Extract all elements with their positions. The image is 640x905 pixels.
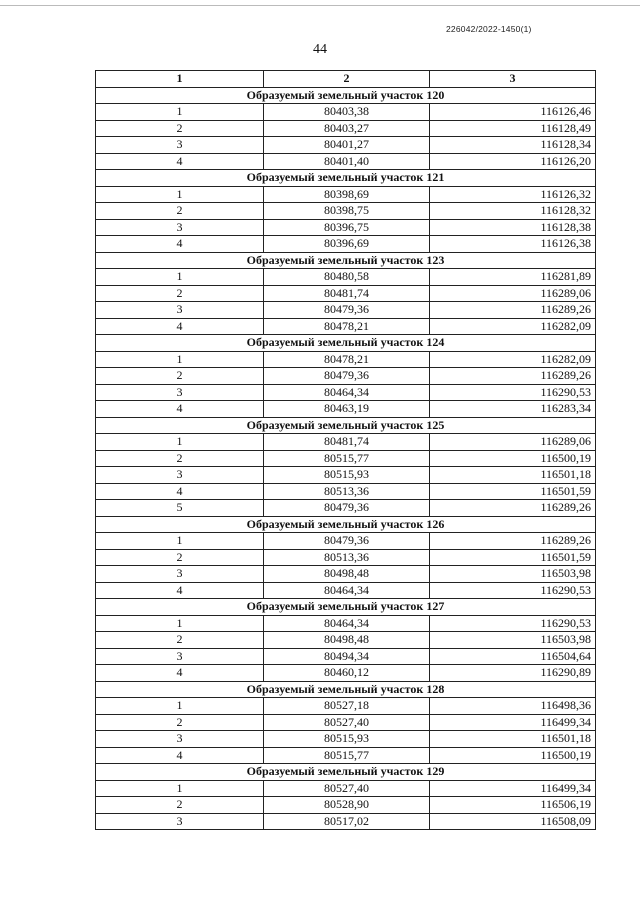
point-number-cell: 1 bbox=[96, 698, 264, 715]
table-row bbox=[96, 368, 596, 385]
point-number-cell: 4 bbox=[96, 483, 264, 500]
y-coordinate-cell: 116128,38 bbox=[430, 219, 596, 236]
y-coordinate-cell: 116501,59 bbox=[430, 549, 596, 566]
section-header-row bbox=[96, 335, 596, 352]
section-title: Образуемый земельный участок 124 bbox=[96, 335, 596, 352]
section-title: Образуемый земельный участок 123 bbox=[96, 252, 596, 269]
y-coordinate-cell: 116503,98 bbox=[430, 632, 596, 649]
y-coordinate-cell: 116498,36 bbox=[430, 698, 596, 715]
y-coordinate-cell: 116290,53 bbox=[430, 615, 596, 632]
y-coordinate-cell: 116281,89 bbox=[430, 269, 596, 286]
point-number-cell: 3 bbox=[96, 731, 264, 748]
point-number-cell: 1 bbox=[96, 533, 264, 550]
section-title: Образуемый земельный участок 121 bbox=[96, 170, 596, 187]
x-coordinate-cell: 80464,34 bbox=[264, 582, 430, 599]
x-coordinate-cell: 80463,19 bbox=[264, 401, 430, 418]
table-row bbox=[96, 582, 596, 599]
point-number-cell: 4 bbox=[96, 582, 264, 599]
x-coordinate-cell: 80403,27 bbox=[264, 120, 430, 137]
point-number-cell: 4 bbox=[96, 236, 264, 253]
section-title: Образуемый земельный участок 120 bbox=[96, 87, 596, 104]
point-number-cell: 3 bbox=[96, 648, 264, 665]
point-number-cell: 4 bbox=[96, 665, 264, 682]
table-row bbox=[96, 120, 596, 137]
table-row bbox=[96, 302, 596, 319]
y-coordinate-cell: 116290,89 bbox=[430, 665, 596, 682]
point-number-cell: 3 bbox=[96, 467, 264, 484]
y-coordinate-cell: 116282,09 bbox=[430, 318, 596, 335]
section-header-row bbox=[96, 170, 596, 187]
x-coordinate-cell: 80481,74 bbox=[264, 285, 430, 302]
point-number-cell: 2 bbox=[96, 450, 264, 467]
point-number-cell: 3 bbox=[96, 137, 264, 154]
point-number-cell: 1 bbox=[96, 269, 264, 286]
x-coordinate-cell: 80464,34 bbox=[264, 384, 430, 401]
x-coordinate-cell: 80464,34 bbox=[264, 615, 430, 632]
table-row bbox=[96, 104, 596, 121]
y-coordinate-cell: 116126,46 bbox=[430, 104, 596, 121]
x-coordinate-cell: 80498,48 bbox=[264, 632, 430, 649]
x-coordinate-cell: 80480,58 bbox=[264, 269, 430, 286]
table-row bbox=[96, 467, 596, 484]
point-number-cell: 1 bbox=[96, 615, 264, 632]
x-coordinate-cell: 80401,27 bbox=[264, 137, 430, 154]
x-coordinate-cell: 80527,18 bbox=[264, 698, 430, 715]
y-coordinate-cell: 116504,64 bbox=[430, 648, 596, 665]
table-row bbox=[96, 731, 596, 748]
point-number-cell: 1 bbox=[96, 434, 264, 451]
point-number-cell: 1 bbox=[96, 186, 264, 203]
section-header-row bbox=[96, 516, 596, 533]
y-coordinate-cell: 116126,32 bbox=[430, 186, 596, 203]
table-row bbox=[96, 714, 596, 731]
point-number-cell: 3 bbox=[96, 384, 264, 401]
table-row bbox=[96, 203, 596, 220]
y-coordinate-cell: 116499,34 bbox=[430, 780, 596, 797]
table-row bbox=[96, 434, 596, 451]
y-coordinate-cell: 116500,19 bbox=[430, 450, 596, 467]
column-header-1: 1 bbox=[96, 71, 264, 88]
point-number-cell: 2 bbox=[96, 714, 264, 731]
table-row bbox=[96, 186, 596, 203]
x-coordinate-cell: 80396,69 bbox=[264, 236, 430, 253]
table-row bbox=[96, 483, 596, 500]
page-top-border bbox=[0, 5, 640, 6]
x-coordinate-cell: 80398,69 bbox=[264, 186, 430, 203]
table-row bbox=[96, 549, 596, 566]
y-coordinate-cell: 116289,06 bbox=[430, 285, 596, 302]
table-row bbox=[96, 153, 596, 170]
document-number: 226042/2022-1450(1) bbox=[446, 24, 532, 34]
x-coordinate-cell: 80460,12 bbox=[264, 665, 430, 682]
header-row bbox=[96, 71, 596, 88]
x-coordinate-cell: 80498,48 bbox=[264, 566, 430, 583]
section-title: Образуемый земельный участок 129 bbox=[96, 764, 596, 781]
table-row bbox=[96, 450, 596, 467]
y-coordinate-cell: 116506,19 bbox=[430, 797, 596, 814]
y-coordinate-cell: 116289,26 bbox=[430, 500, 596, 517]
y-coordinate-cell: 116128,34 bbox=[430, 137, 596, 154]
y-coordinate-cell: 116289,26 bbox=[430, 368, 596, 385]
x-coordinate-cell: 80515,77 bbox=[264, 450, 430, 467]
table-row bbox=[96, 500, 596, 517]
point-number-cell: 2 bbox=[96, 632, 264, 649]
x-coordinate-cell: 80527,40 bbox=[264, 780, 430, 797]
point-number-cell: 3 bbox=[96, 302, 264, 319]
point-number-cell: 4 bbox=[96, 318, 264, 335]
x-coordinate-cell: 80517,02 bbox=[264, 813, 430, 830]
point-number-cell: 3 bbox=[96, 813, 264, 830]
table-row bbox=[96, 566, 596, 583]
point-number-cell: 1 bbox=[96, 351, 264, 368]
y-coordinate-cell: 116503,98 bbox=[430, 566, 596, 583]
coordinates-table-body bbox=[96, 71, 596, 830]
x-coordinate-cell: 80403,38 bbox=[264, 104, 430, 121]
page-number: 44 bbox=[313, 42, 327, 57]
x-coordinate-cell: 80478,21 bbox=[264, 318, 430, 335]
y-coordinate-cell: 116289,06 bbox=[430, 434, 596, 451]
section-header-row bbox=[96, 681, 596, 698]
y-coordinate-cell: 116290,53 bbox=[430, 582, 596, 599]
table-row bbox=[96, 648, 596, 665]
point-number-cell: 2 bbox=[96, 120, 264, 137]
x-coordinate-cell: 80398,75 bbox=[264, 203, 430, 220]
section-header-row bbox=[96, 764, 596, 781]
x-coordinate-cell: 80527,40 bbox=[264, 714, 430, 731]
x-coordinate-cell: 80479,36 bbox=[264, 500, 430, 517]
x-coordinate-cell: 80515,93 bbox=[264, 467, 430, 484]
point-number-cell: 2 bbox=[96, 285, 264, 302]
point-number-cell: 4 bbox=[96, 401, 264, 418]
point-number-cell: 1 bbox=[96, 780, 264, 797]
y-coordinate-cell: 116283,34 bbox=[430, 401, 596, 418]
y-coordinate-cell: 116126,20 bbox=[430, 153, 596, 170]
x-coordinate-cell: 80494,34 bbox=[264, 648, 430, 665]
y-coordinate-cell: 116500,19 bbox=[430, 747, 596, 764]
section-title: Образуемый земельный участок 125 bbox=[96, 417, 596, 434]
table-row bbox=[96, 384, 596, 401]
column-header-3: 3 bbox=[430, 71, 596, 88]
x-coordinate-cell: 80481,74 bbox=[264, 434, 430, 451]
point-number-cell: 5 bbox=[96, 500, 264, 517]
x-coordinate-cell: 80515,77 bbox=[264, 747, 430, 764]
table-row bbox=[96, 533, 596, 550]
x-coordinate-cell: 80513,36 bbox=[264, 483, 430, 500]
table-row bbox=[96, 236, 596, 253]
table-row bbox=[96, 698, 596, 715]
table-row bbox=[96, 219, 596, 236]
y-coordinate-cell: 116289,26 bbox=[430, 302, 596, 319]
point-number-cell: 4 bbox=[96, 747, 264, 764]
y-coordinate-cell: 116290,53 bbox=[430, 384, 596, 401]
section-header-row bbox=[96, 417, 596, 434]
section-title: Образуемый земельный участок 126 bbox=[96, 516, 596, 533]
x-coordinate-cell: 80396,75 bbox=[264, 219, 430, 236]
x-coordinate-cell: 80479,36 bbox=[264, 302, 430, 319]
column-header-2: 2 bbox=[264, 71, 430, 88]
x-coordinate-cell: 80528,90 bbox=[264, 797, 430, 814]
point-number-cell: 3 bbox=[96, 566, 264, 583]
point-number-cell: 1 bbox=[96, 104, 264, 121]
section-header-row bbox=[96, 599, 596, 616]
y-coordinate-cell: 116128,49 bbox=[430, 120, 596, 137]
x-coordinate-cell: 80478,21 bbox=[264, 351, 430, 368]
point-number-cell: 3 bbox=[96, 219, 264, 236]
y-coordinate-cell: 116126,38 bbox=[430, 236, 596, 253]
table-row bbox=[96, 780, 596, 797]
y-coordinate-cell: 116289,26 bbox=[430, 533, 596, 550]
section-header-row bbox=[96, 252, 596, 269]
table-row bbox=[96, 797, 596, 814]
table-row bbox=[96, 285, 596, 302]
coordinates-table bbox=[95, 70, 596, 830]
table-row bbox=[96, 401, 596, 418]
section-title: Образуемый земельный участок 128 bbox=[96, 681, 596, 698]
x-coordinate-cell: 80515,93 bbox=[264, 731, 430, 748]
x-coordinate-cell: 80513,36 bbox=[264, 549, 430, 566]
y-coordinate-cell: 116501,59 bbox=[430, 483, 596, 500]
y-coordinate-cell: 116128,32 bbox=[430, 203, 596, 220]
y-coordinate-cell: 116508,09 bbox=[430, 813, 596, 830]
point-number-cell: 4 bbox=[96, 153, 264, 170]
table-row bbox=[96, 318, 596, 335]
table-row bbox=[96, 269, 596, 286]
table-row bbox=[96, 747, 596, 764]
y-coordinate-cell: 116499,34 bbox=[430, 714, 596, 731]
y-coordinate-cell: 116501,18 bbox=[430, 731, 596, 748]
point-number-cell: 2 bbox=[96, 549, 264, 566]
table-row bbox=[96, 813, 596, 830]
point-number-cell: 2 bbox=[96, 203, 264, 220]
section-title: Образуемый земельный участок 127 bbox=[96, 599, 596, 616]
x-coordinate-cell: 80479,36 bbox=[264, 368, 430, 385]
table-row bbox=[96, 351, 596, 368]
table-row bbox=[96, 615, 596, 632]
y-coordinate-cell: 116282,09 bbox=[430, 351, 596, 368]
y-coordinate-cell: 116501,18 bbox=[430, 467, 596, 484]
section-header-row bbox=[96, 87, 596, 104]
table-row bbox=[96, 665, 596, 682]
point-number-cell: 2 bbox=[96, 797, 264, 814]
table-row bbox=[96, 137, 596, 154]
x-coordinate-cell: 80479,36 bbox=[264, 533, 430, 550]
point-number-cell: 2 bbox=[96, 368, 264, 385]
table-row bbox=[96, 632, 596, 649]
x-coordinate-cell: 80401,40 bbox=[264, 153, 430, 170]
